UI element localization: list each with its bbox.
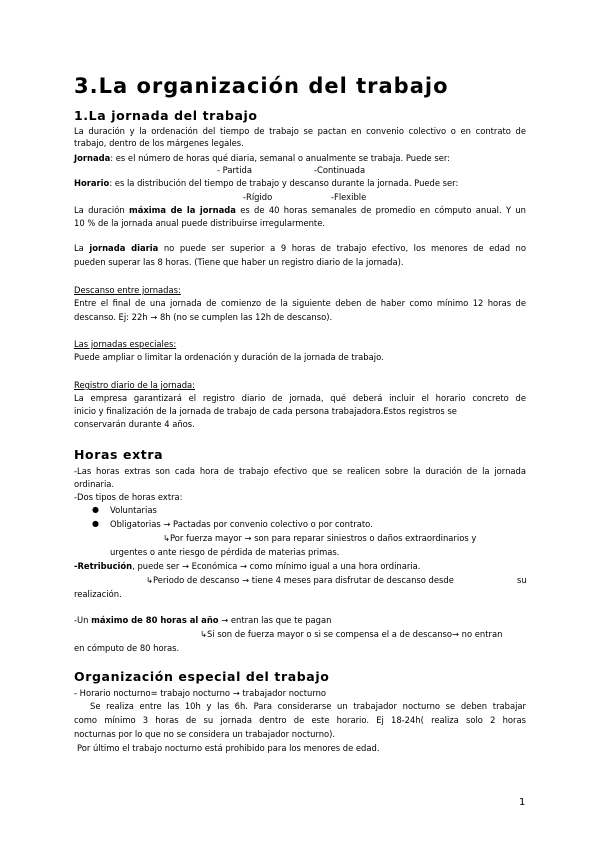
section-heading-jornada: 1.La jornada del trabajo xyxy=(74,108,258,123)
page-number: 1 xyxy=(519,797,526,808)
bullet-dot-icon: ● xyxy=(92,519,99,528)
text-run-bold: máximo de 80 horas al año xyxy=(91,615,219,625)
periodo-descanso-line: ↳Periodo de descanso → tiene 4 meses para disfrutar de descanso desde xyxy=(146,575,454,585)
jornada-option-partida: - Partida xyxy=(217,165,252,175)
section-heading-horas-extra: Horas extra xyxy=(74,447,164,462)
horario-term: Horario xyxy=(74,178,110,188)
horario-option-rigido: -Rígido xyxy=(243,192,273,202)
paragraph-line: descanso. Ej: 22h → 8h (no se cumplen las 12h de descanso). xyxy=(74,312,333,322)
paragraph-line: 10 % de la jornada anual puede distribuirse irregularmente. xyxy=(74,218,326,228)
jornada-definition xyxy=(74,152,526,164)
paragraph-line: -Las horas extras son cada hora de trabajo efectivo que se realicen sobre la duración de la jornada xyxy=(74,466,526,476)
jornada-def: : es el número de horas qué diaria, semanal o anualmente se trabaja. Puede ser: xyxy=(110,153,450,163)
jornada-term: Jornada xyxy=(74,153,111,163)
horario-def: : es la distribución del tiempo de trabajo y descanso durante la jornada. Puede ser: xyxy=(109,178,459,188)
paragraph-line: nocturnas por lo que no se considera un trabajador nocturno). xyxy=(74,729,336,739)
text-run-bold: máxima de la jornada xyxy=(128,205,236,215)
horario-definition xyxy=(74,177,526,189)
paragraph-line: ordinaria. xyxy=(74,479,115,489)
especiales-heading: Las jornadas especiales: xyxy=(74,339,177,349)
section-heading-organizacion-especial: Organización especial del trabajo xyxy=(74,669,330,684)
page-title: 3.La organización del trabajo xyxy=(74,74,449,98)
maximo-80-line xyxy=(74,614,526,626)
paragraph-line: Puede ampliar o limitar la ordenación y duración de la jornada de trabajo. xyxy=(74,352,384,362)
maxima-jornada-line xyxy=(74,204,526,216)
registro-heading: Registro diario de la jornada: xyxy=(74,380,195,390)
paragraph-line: pueden superar las 8 horas. (Tiene que haber un registro diario de la jornada). xyxy=(74,257,404,267)
text-run: , puede ser → Económica → como mínimo igual a una hora ordinaria. xyxy=(132,561,421,571)
paragraph-line: inicio y finalización de la jornada de trabajo de cada persona trabajadora.Estos registros se xyxy=(74,406,457,416)
paragraph-line: -Dos tipos de horas extra: xyxy=(74,492,183,502)
jornada-diaria-line xyxy=(74,242,526,254)
paragraph-line: Se realiza entre las 10h y las 6h. Para considerarse un trabajador nocturno se deben trabajar xyxy=(90,701,526,711)
fuerza-mayor-line: ↳Por fuerza mayor → son para reparar siniestros o daños extraordinarios y xyxy=(163,533,477,543)
list-item-voluntarias: Voluntarias xyxy=(110,505,157,515)
jornada-option-continuada: -Continuada xyxy=(314,165,366,175)
paragraph-line: Entre el final de una jornada de comienzo de la siguiente deben de haber como mínimo 12 horas de xyxy=(74,298,526,308)
text-run: → entran las que te pagan xyxy=(218,615,332,625)
text-run: no puede ser superior a 9 horas de trabajo efectivo, los menores de edad no xyxy=(158,243,526,253)
paragraph-line: realización. xyxy=(74,589,122,599)
fuerza-mayor-compensa-line: ↳Si son de fuerza mayor o si se compensa el a de descanso→ no entran xyxy=(200,629,503,639)
paragraph-line: en cómputo de 80 horas. xyxy=(74,643,180,653)
descanso-heading: Descanso entre jornadas: xyxy=(74,285,181,295)
text-run: La duración xyxy=(74,205,129,215)
paragraph-line: trabajo, dentro de los márgenes legales. xyxy=(74,138,244,148)
paragraph-line: Por último el trabajo nocturno está prohibido para los menores de edad. xyxy=(77,743,380,753)
periodo-su: su xyxy=(517,575,527,585)
bullet-dot-icon: ● xyxy=(92,505,99,514)
text-run: -Un xyxy=(74,615,92,625)
paragraph-line: La empresa garantizará el registro diario de jornada, qué deberá incluir el horario concreto de xyxy=(74,393,526,403)
text-run: La xyxy=(74,243,90,253)
paragraph-line: conservarán durante 4 años. xyxy=(74,419,195,429)
paragraph-line: La duración y la ordenación del tiempo de trabajo se pactan en convenio colectivo o en contrato de xyxy=(74,126,526,136)
list-item-obligatorias: Obligatorias → Pactadas por convenio colectivo o por contrato. xyxy=(110,519,373,529)
paragraph-line: - Horario nocturno= trabajo nocturno → trabajador nocturno xyxy=(74,688,327,698)
text-run: es de 40 horas semanales de promedio en cómputo anual. Y un xyxy=(235,205,526,215)
paragraph-line: como mínimo 3 horas de su jornada dentro de este horario. Ej 18-24h( realiza solo 2 horas xyxy=(74,715,526,725)
text-run-bold: -Retribución xyxy=(74,561,133,571)
horario-option-flexible: -Flexible xyxy=(331,192,367,202)
retribucion-line xyxy=(74,560,526,572)
fuerza-mayor-line-2: urgentes o ante riesgo de pérdida de materias primas. xyxy=(110,547,340,557)
text-run-bold: jornada diaria xyxy=(89,243,159,253)
